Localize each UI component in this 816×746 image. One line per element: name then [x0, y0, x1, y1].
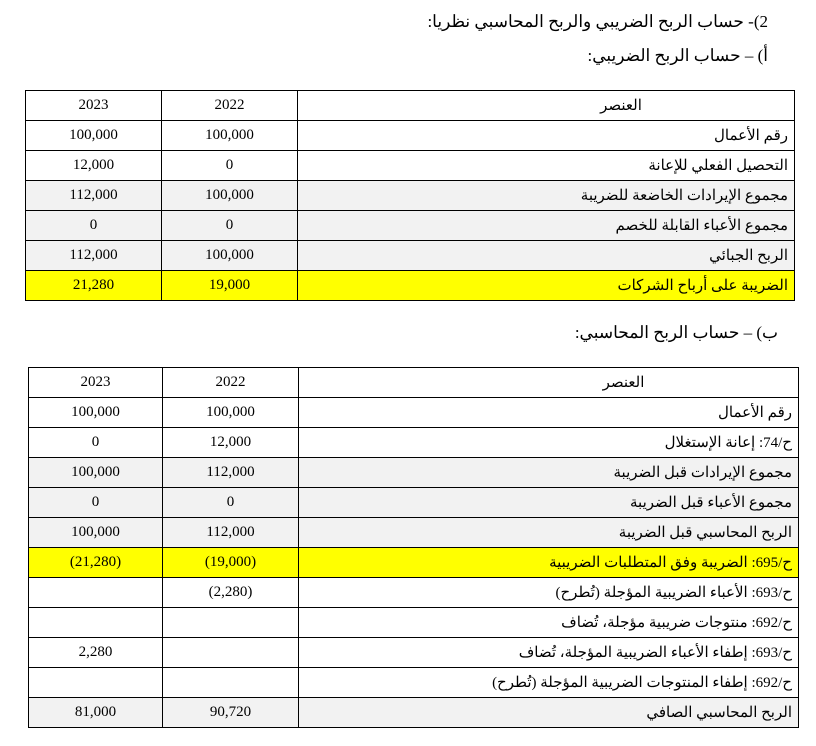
row-label: ح/74: إعانة الإستغلال: [299, 428, 799, 458]
value-2022: [163, 608, 299, 638]
header-2022: 2022: [162, 91, 298, 121]
table-row: [26, 241, 795, 271]
value-2023: (21,280): [29, 548, 163, 578]
row-label: مجموع الأعباء قبل الضريبة: [299, 488, 799, 518]
value-2023: 81,000: [29, 698, 163, 728]
table-row: [29, 638, 799, 668]
tax-profit-table: [25, 90, 795, 301]
table-row: [26, 151, 795, 181]
row-label: مجموع الإيرادات قبل الضريبة: [299, 458, 799, 488]
value-2022: 19,000: [162, 271, 298, 301]
value-2023: 100,000: [26, 121, 162, 151]
section-heading-main: 2)- حساب الربح الضريبي والربح المحاسبي نظريا:: [427, 12, 768, 31]
header-item: العنصر: [299, 368, 799, 398]
header-item: العنصر: [298, 91, 795, 121]
value-2022: (2,280): [163, 578, 299, 608]
row-label: الضريبة على أرباح الشركات: [298, 271, 795, 301]
row-label: ح/692: منتوجات ضريبية مؤجلة، تُضاف: [299, 608, 799, 638]
table-row: [26, 181, 795, 211]
value-2023: [29, 668, 163, 698]
value-2023: [29, 608, 163, 638]
header-2022: 2022: [163, 368, 299, 398]
value-2022: 12,000: [163, 428, 299, 458]
value-2023: 100,000: [29, 518, 163, 548]
value-2022: 112,000: [163, 458, 299, 488]
value-2023: [29, 578, 163, 608]
table-row-highlighted: [29, 548, 799, 578]
value-2023: 12,000: [26, 151, 162, 181]
table-row-highlighted: [26, 271, 795, 301]
table-row: [29, 458, 799, 488]
value-2022: [163, 668, 299, 698]
value-2022: 90,720: [163, 698, 299, 728]
value-2022: 100,000: [162, 181, 298, 211]
table-row: [26, 211, 795, 241]
table-row: [29, 398, 799, 428]
value-2023: 21,280: [26, 271, 162, 301]
value-2022: 0: [162, 151, 298, 181]
row-label: مجموع الأعباء القابلة للخصم: [298, 211, 795, 241]
row-label: ح/693: الأعباء الضريبية المؤجلة (تُطرح): [299, 578, 799, 608]
table-row: [29, 698, 799, 728]
value-2022: 0: [162, 211, 298, 241]
row-label: ح/695: الضريبة وفق المتطلبات الضريبية: [299, 548, 799, 578]
value-2022: 112,000: [163, 518, 299, 548]
value-2023: 100,000: [29, 458, 163, 488]
row-label: الربح المحاسبي قبل الضريبة: [299, 518, 799, 548]
row-label: ح/693: إطفاء الأعباء الضريبية المؤجلة، تُضاف: [299, 638, 799, 668]
table-header-row: [29, 368, 799, 398]
value-2023: 112,000: [26, 181, 162, 211]
row-label: رقم الأعمال: [298, 121, 795, 151]
value-2023: 0: [29, 488, 163, 518]
value-2023: 100,000: [29, 398, 163, 428]
row-label: مجموع الإيرادات الخاضعة للضريبة: [298, 181, 795, 211]
section-heading-tax-profit: أ) – حساب الربح الضريبي:: [587, 46, 768, 65]
table-row: [29, 578, 799, 608]
row-label: ح/692: إطفاء المنتوجات الضريبية المؤجلة (تُطرح): [299, 668, 799, 698]
value-2022: 100,000: [163, 398, 299, 428]
value-2022: (19,000): [163, 548, 299, 578]
table-header-row: [26, 91, 795, 121]
table-row: [29, 668, 799, 698]
row-label: رقم الأعمال: [299, 398, 799, 428]
table-row: [29, 488, 799, 518]
value-2022: 100,000: [162, 121, 298, 151]
row-label: التحصيل الفعلي للإعانة: [298, 151, 795, 181]
value-2022: 100,000: [162, 241, 298, 271]
value-2023: 112,000: [26, 241, 162, 271]
header-2023: 2023: [26, 91, 162, 121]
value-2023: 0: [26, 211, 162, 241]
table-row: [29, 608, 799, 638]
row-label: الربح المحاسبي الصافي: [299, 698, 799, 728]
header-2023: 2023: [29, 368, 163, 398]
value-2022: [163, 638, 299, 668]
value-2023: 0: [29, 428, 163, 458]
table-row: [29, 518, 799, 548]
accounting-profit-table: [28, 367, 799, 728]
value-2022: 0: [163, 488, 299, 518]
section-heading-accounting-profit: ب) – حساب الربح المحاسبي:: [574, 323, 778, 342]
value-2023: 2,280: [29, 638, 163, 668]
table-row: [29, 428, 799, 458]
table-row: [26, 121, 795, 151]
row-label: الربح الجبائي: [298, 241, 795, 271]
